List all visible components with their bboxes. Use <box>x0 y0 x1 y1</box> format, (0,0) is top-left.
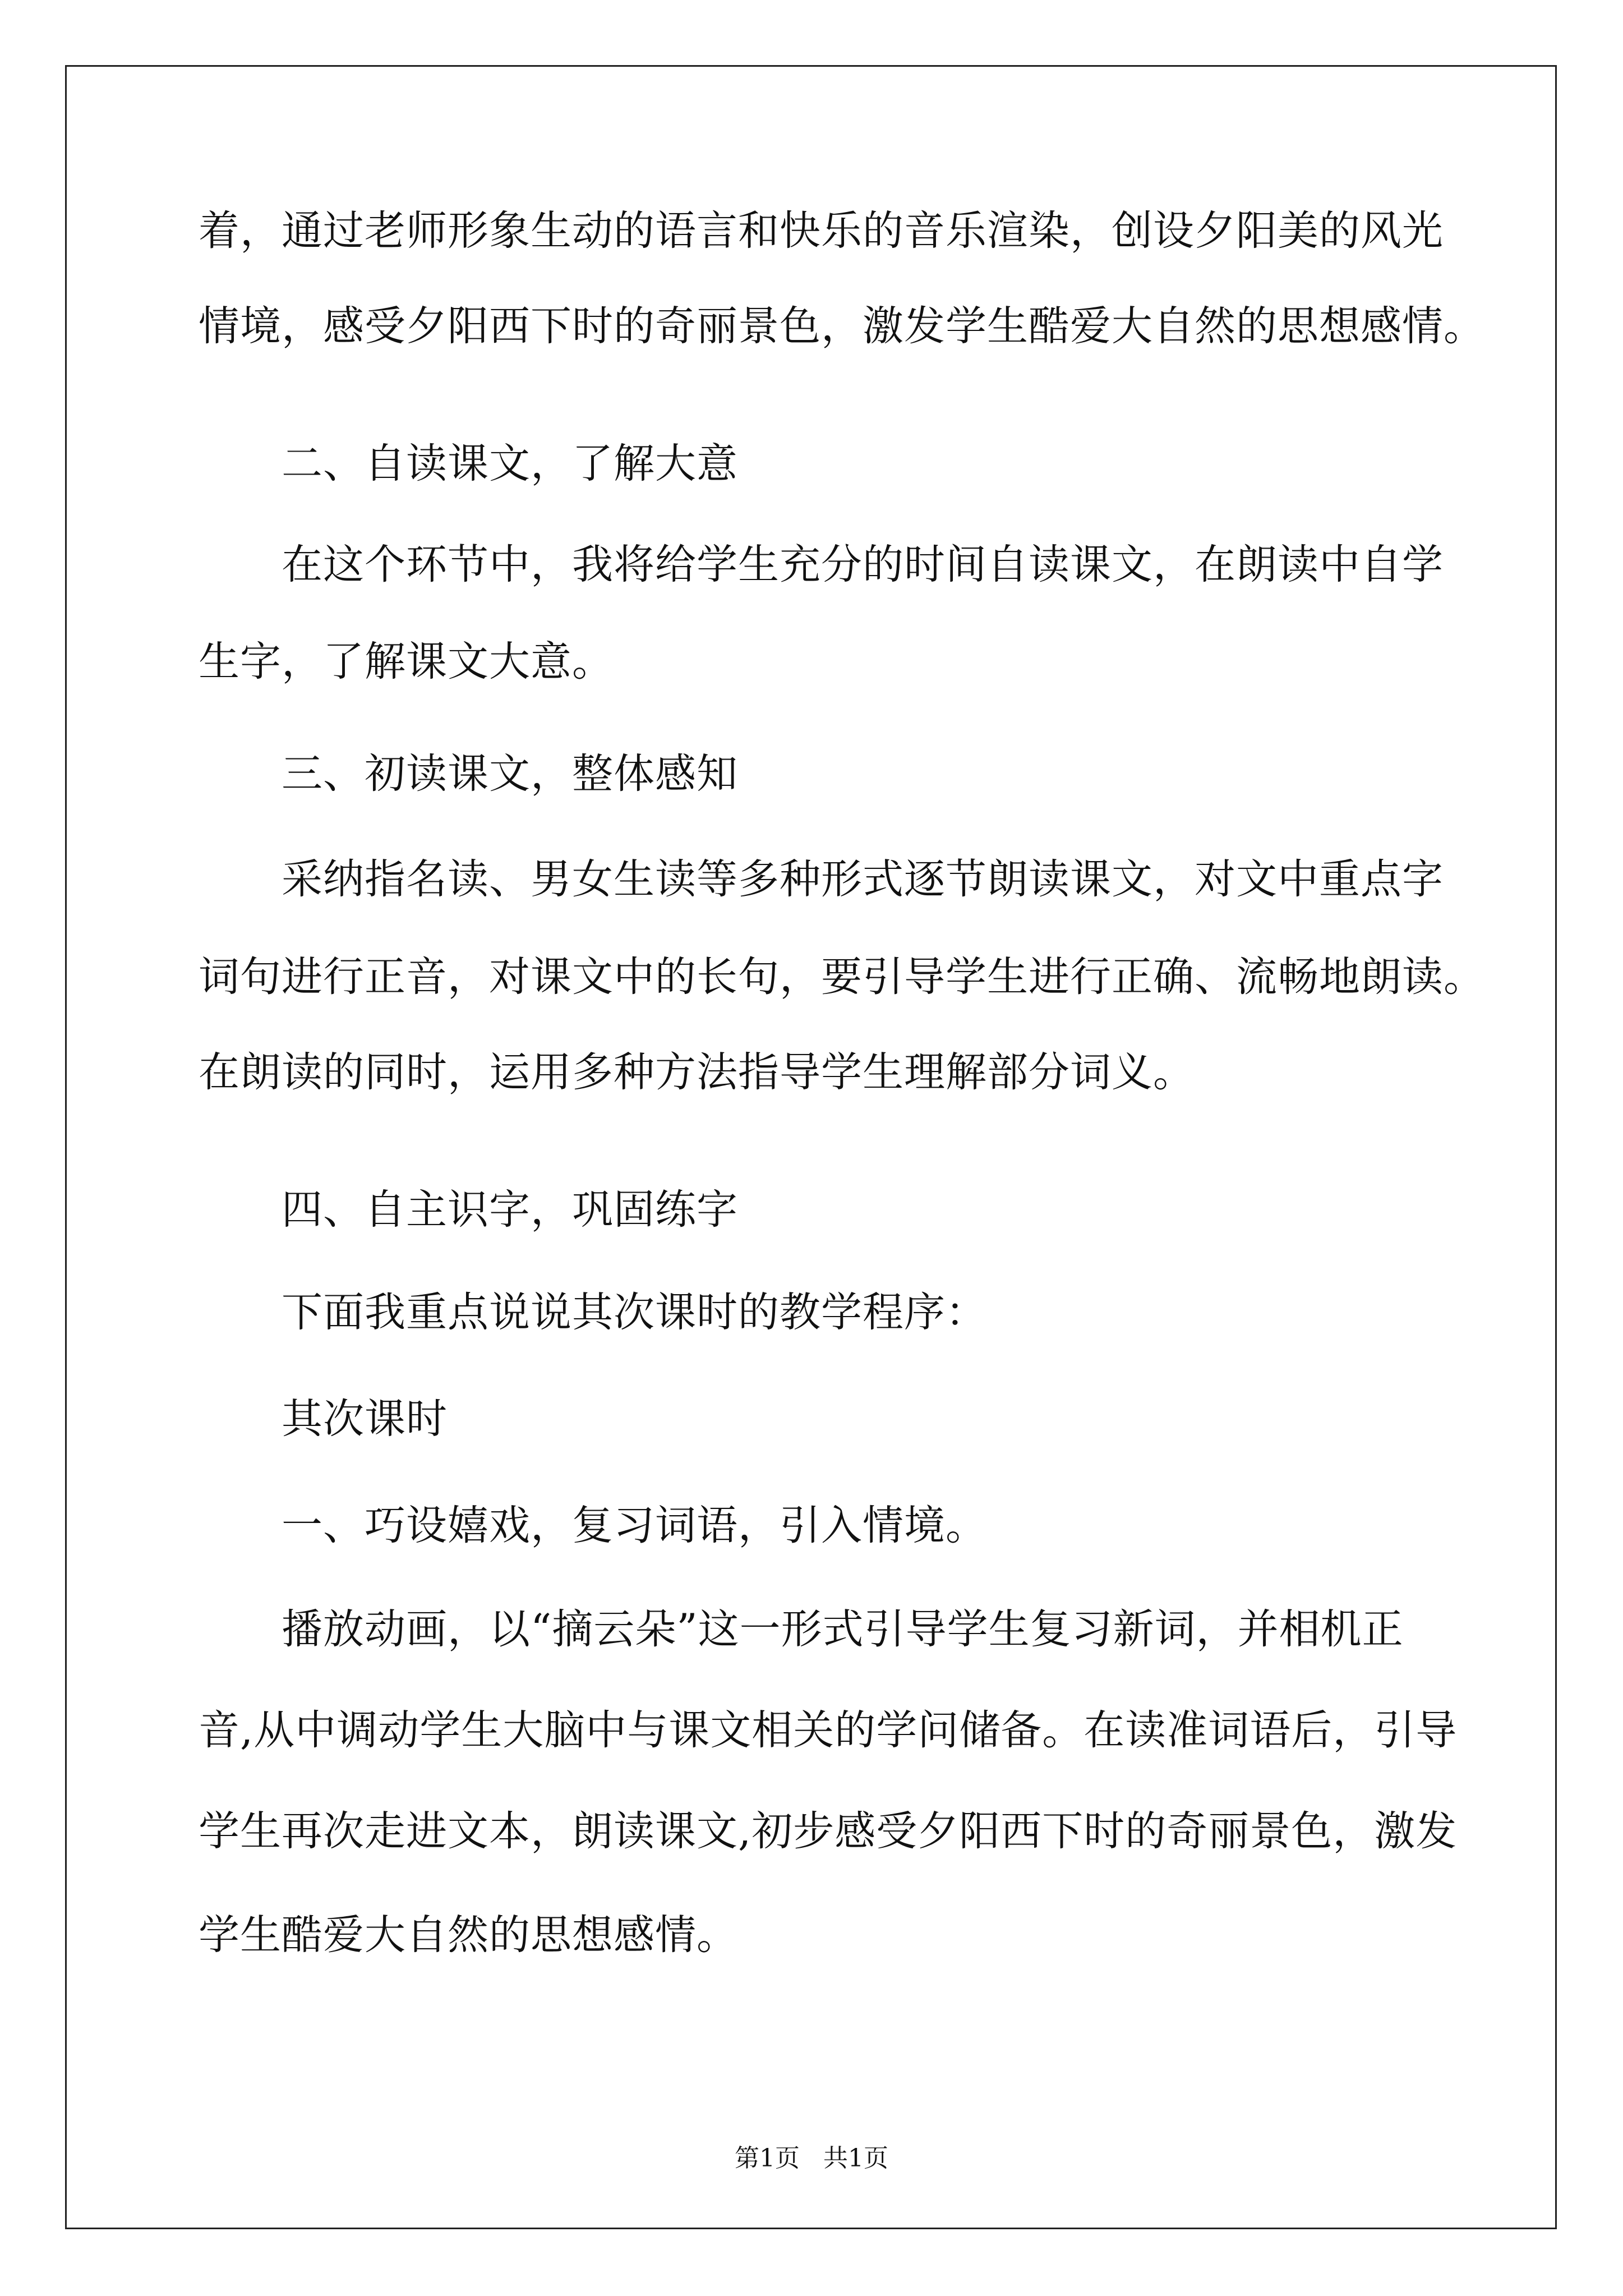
section-heading: 二、自读课文，了解大意 <box>282 440 738 487</box>
body-text-line: 下面我重点说说其次课时的教学程序： <box>282 1289 987 1336</box>
page-footer: 第1页 共1页 <box>735 2144 888 2173</box>
section-heading: 其次课时 <box>282 1395 448 1443</box>
section-heading: 四、自主识字，巩固练字 <box>282 1186 738 1234</box>
section-heading: 一、巧设嬉戏，复习词语，引入情境。 <box>282 1502 987 1549</box>
body-text-line: 情境，感受夕阳西下时的奇丽景色，激发学生酷爱大自然的思想感情。 <box>199 302 1485 350</box>
page-border <box>65 65 1557 2229</box>
body-text-line: 在朗读的同时，运用多种方法指导学生理解部分词义。 <box>199 1048 1195 1096</box>
body-text-line: 学生再次走进文本，朗读课文,初步感受夕阳西下时的奇丽景色，激发 <box>199 1807 1458 1855</box>
body-text-line: 学生酷爱大自然的思想感情。 <box>199 1911 738 1959</box>
body-text-line: 采纳指名读、男女生读等多种形式逐节朗读课文，对文中重点字 <box>282 855 1444 903</box>
section-heading: 三、初读课文，整体感知 <box>282 750 738 798</box>
body-text-line: 在这个环节中，我将给学生充分的时间自读课文，在朗读中自学 <box>282 541 1444 588</box>
body-text-line: 着，通过老师形象生动的语言和快乐的音乐渲染，创设夕阳美的风光 <box>199 207 1444 255</box>
body-text-line: 词句进行正音，对课文中的长句，要引导学生进行正确、流畅地朗读。 <box>199 953 1485 1001</box>
body-text-line: 生字，了解课文大意。 <box>199 638 614 685</box>
body-text-line: 音,从中调动学生大脑中与课文相关的学问储备。在读准词语后，引导 <box>199 1706 1458 1754</box>
body-text-line: 播放动画，以“摘云朵”这一形式引导学生复习新词，并相机正 <box>282 1605 1404 1653</box>
